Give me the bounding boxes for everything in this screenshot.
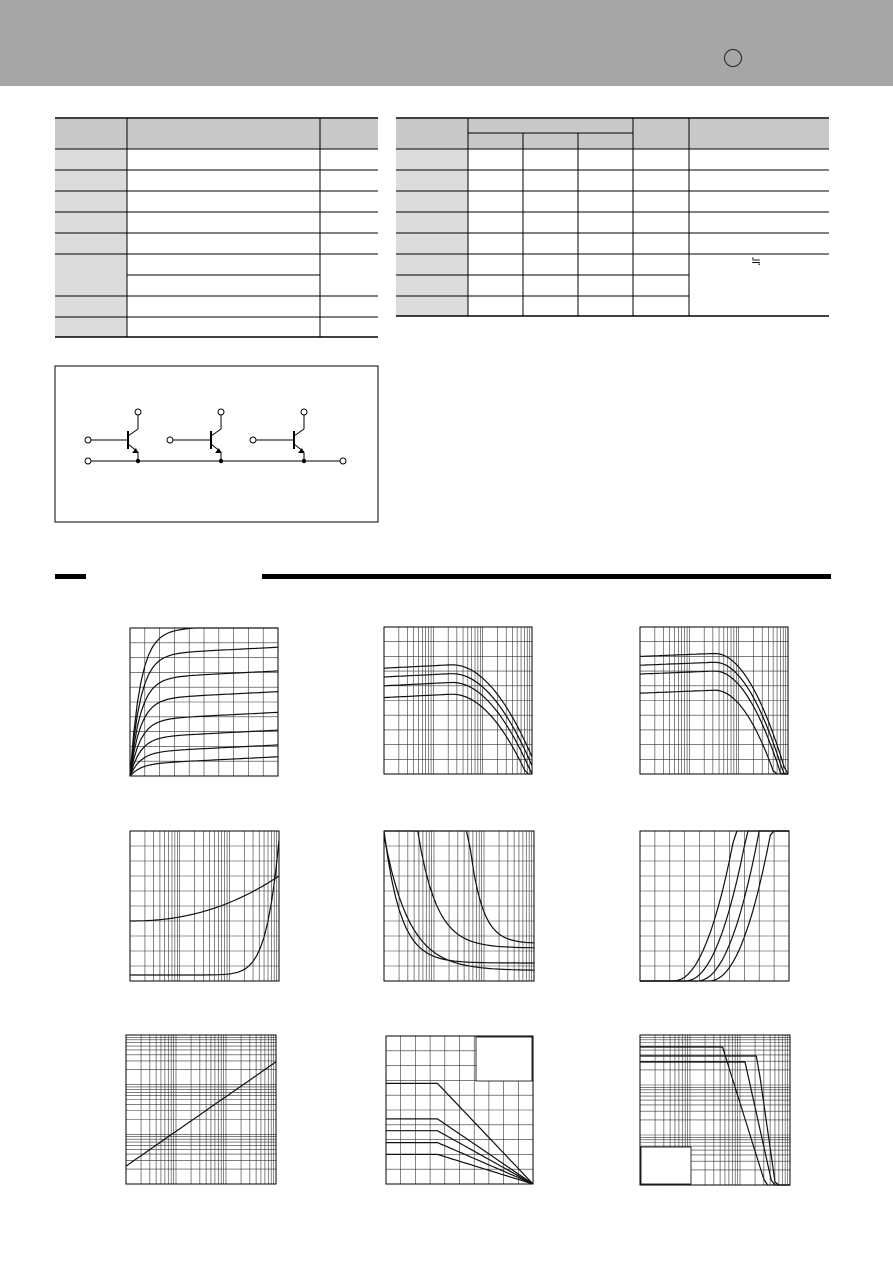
table-row-header-cell (396, 254, 468, 275)
graph-4 (130, 831, 279, 981)
data-curve (384, 836, 534, 971)
data-curve (130, 840, 279, 975)
table-header-row (396, 119, 829, 149)
approx-symbol: ≒ (751, 254, 762, 268)
spec-table-right (396, 118, 829, 316)
table-row-header-cell (55, 296, 127, 317)
circuit-diagram (55, 366, 378, 522)
data-curve (384, 694, 532, 774)
data-curve (126, 1062, 276, 1166)
npn-transistor-icon (85, 409, 141, 463)
data-curve (130, 876, 279, 921)
table-row-header-cell (55, 149, 127, 170)
table-row-header-cell (55, 233, 127, 254)
table-row-header-cell (55, 317, 127, 337)
table-row-header-cell (396, 191, 468, 212)
spec-table-left (55, 118, 378, 337)
table-row-header-cell (396, 170, 468, 191)
graph-3 (640, 627, 788, 774)
data-curve (384, 831, 534, 948)
graph-frame (126, 1035, 276, 1184)
graph-8 (386, 1036, 533, 1184)
legend-box (476, 1037, 532, 1081)
table-header-row (55, 119, 378, 149)
characteristic-graphs (126, 627, 790, 1185)
table-row-header-cell (396, 296, 468, 316)
graph-5 (384, 831, 534, 981)
table-row-header-cell (55, 254, 127, 296)
table-row-header-cell (396, 212, 468, 233)
table-row-header-cell (55, 191, 127, 212)
npn-transistor-icon (167, 409, 224, 463)
data-curve (384, 831, 534, 963)
section-rule (55, 574, 831, 579)
terminal (85, 458, 91, 464)
table-row-header-cell (55, 212, 127, 233)
graph-1 (130, 628, 278, 776)
data-curve (384, 674, 532, 766)
graph-2 (384, 627, 532, 774)
table-row-header-cell (396, 149, 468, 170)
table-row-header-cell (396, 275, 468, 296)
graph-6 (640, 831, 789, 981)
terminal (340, 458, 346, 464)
npn-transistor-icon (250, 409, 307, 463)
data-curve (640, 662, 788, 774)
circuit-frame (55, 366, 378, 522)
data-curve (384, 831, 534, 943)
graph-9 (640, 1035, 790, 1185)
legend-box (641, 1147, 691, 1184)
table-row-header-cell (55, 170, 127, 191)
graph-7 (126, 1035, 276, 1184)
table-row-header-cell (396, 233, 468, 254)
